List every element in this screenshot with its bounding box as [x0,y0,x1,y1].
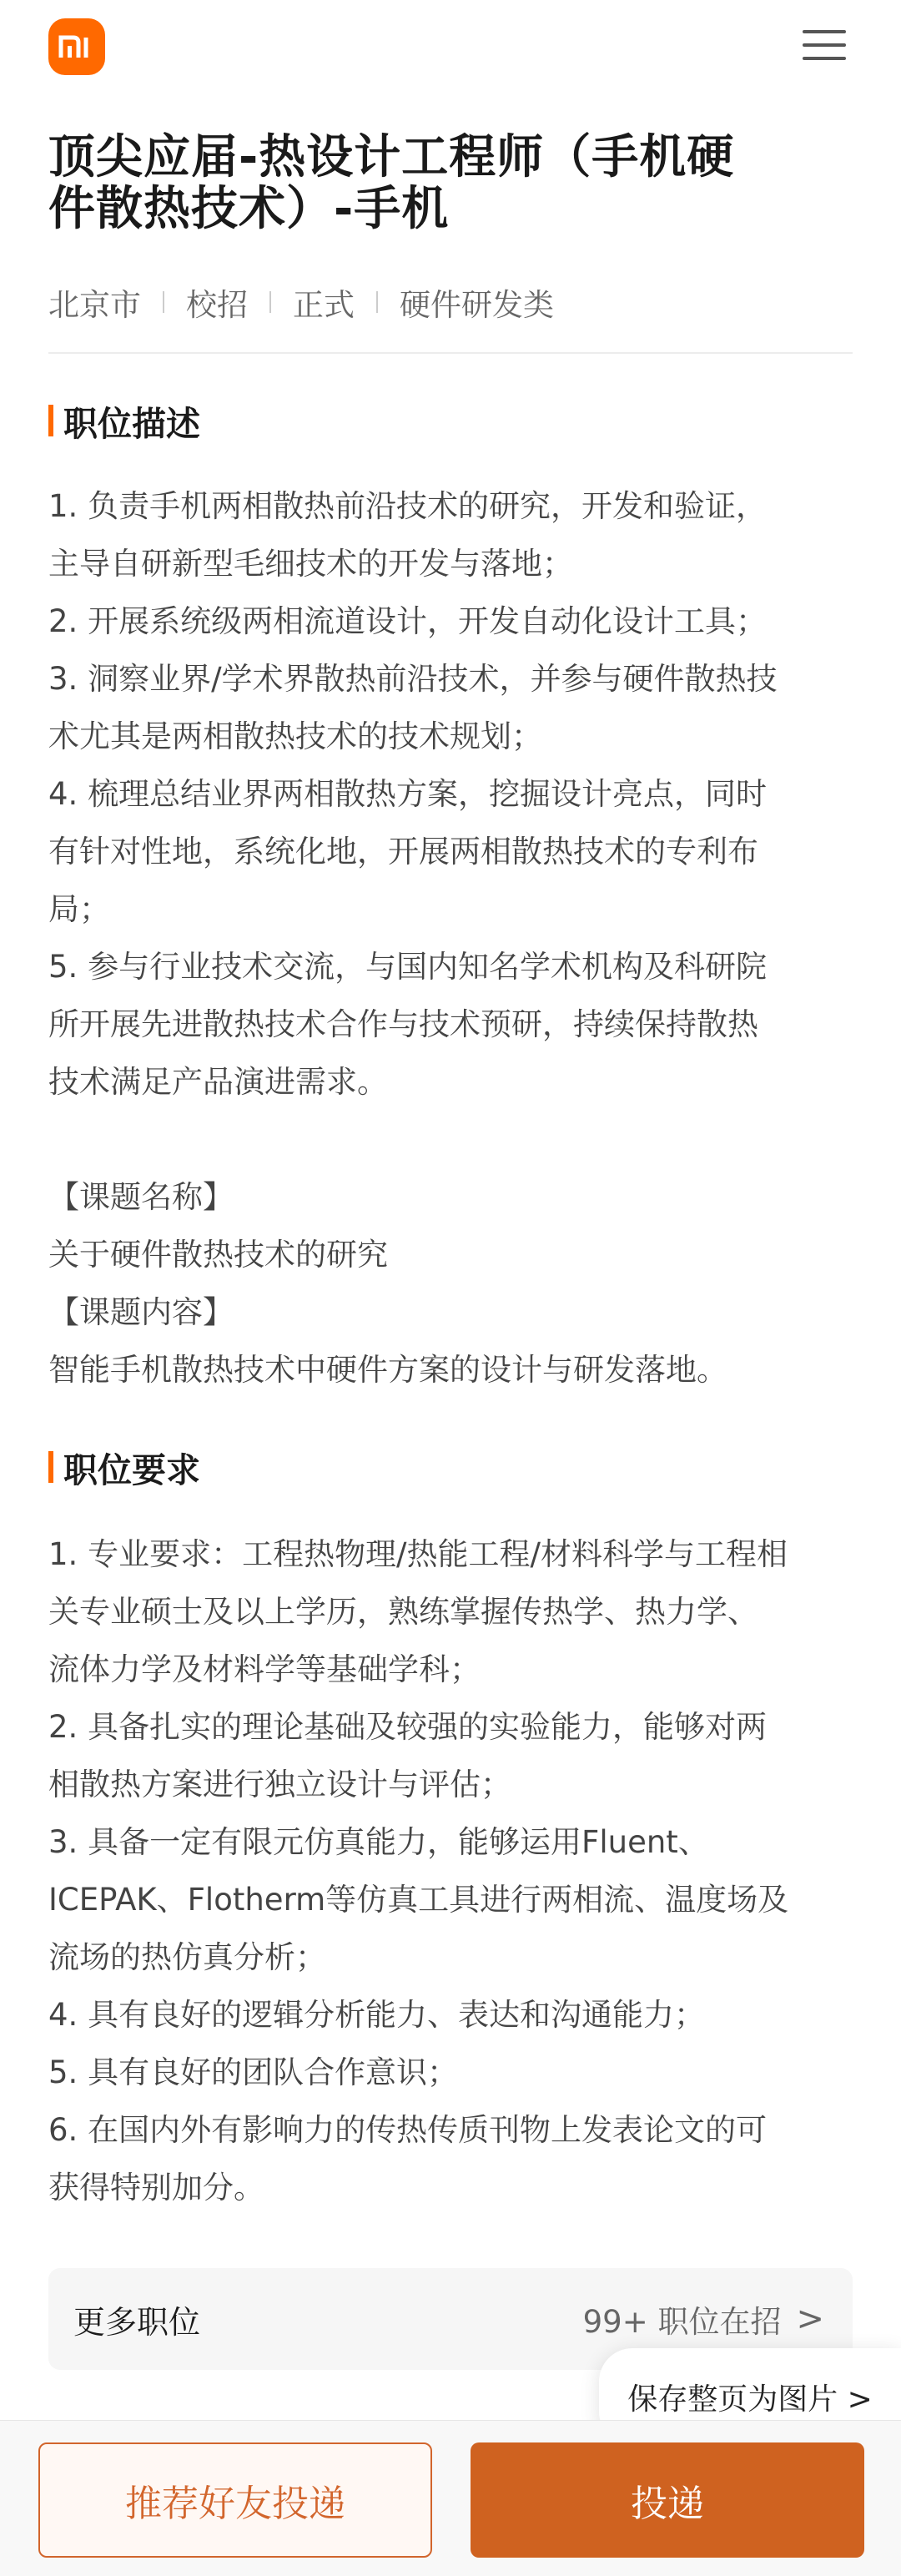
save-page-as-image-button[interactable]: 保存整页为图片 > [599,2348,901,2445]
description-line: 5. 参与行业技术交流，与国内知名学术机构及科研院 [48,949,768,985]
description-line: 智能手机散热技术中硬件方案的设计与研发落地。 [48,1352,727,1388]
job-meta [48,279,849,325]
description-line: 4. 梳理总结业界两相散热方案，挖掘设计亮点，同时 [48,776,768,812]
description-line: 【课题内容】 [48,1294,234,1330]
job-title-line: 顶尖应届-热设计工程师（手机硬 [48,130,735,184]
requirement-line: ICEPAK、Flotherm等仿真工具进行两相流、温度场及 [48,1882,789,1918]
requirement-line: 相散热方案进行独立设计与评估； [48,1767,511,1802]
section-divider [48,352,853,354]
job-employment-type: 正式 [293,287,355,323]
requirement-line: 流体力学及材料学等基础学科； [48,1651,481,1687]
menu-line [803,43,846,47]
job-recruit-type: 校招 [186,287,248,323]
more-positions-count [583,2296,824,2342]
top-header [0,0,901,100]
description-line [48,1111,858,1168]
apply-button[interactable]: 投递 [471,2442,864,2558]
requirement-line: 关专业硕士及以上学历，熟练掌握传热学、热力学、 [48,1594,758,1630]
requirements-body [48,1525,858,2216]
meta-divider [163,291,164,313]
meta-divider [376,291,378,313]
description-body [48,477,858,1399]
description-line: 主导自研新型毛细技术的开发与落地； [48,546,573,582]
description-line: 所开展先进散热技术合作与技术预研，持续保持散热 [48,1006,758,1042]
xiaomi-logo-icon[interactable] [48,18,105,75]
description-line: 局； [48,891,110,927]
job-title [48,132,849,235]
job-title-line: 件散热技术）-手机 [48,182,450,236]
description-heading-text: 职位描述 [63,403,200,444]
refer-friend-button[interactable]: 推荐好友投递 [38,2442,432,2558]
description-line: 技术满足产品演进需求。 [48,1064,388,1100]
requirements-heading [48,1444,849,1490]
requirement-line: 6. 在国内外有影响力的传热传质刊物上发表论文的可 [48,2112,768,2148]
job-location: 北京市 [48,287,141,323]
menu-line [803,57,846,60]
heading-accent-bar [48,1451,53,1483]
description-line: 【课题名称】 [48,1179,234,1215]
open-positions-count: 99+ 职位在招 [582,2304,782,2340]
description-heading [48,397,849,444]
requirement-line: 2. 具备扎实的理论基础及较强的实验能力，能够对两 [48,1709,768,1745]
description-line: 关于硬件散热技术的研究 [48,1237,388,1273]
description-line: 2. 开展系统级两相流道设计，开发自动化设计工具； [48,603,768,639]
description-line: 术尤其是两相散热技术的技术规划； [48,718,542,754]
description-line: 1. 负责手机两相散热前沿技术的研究，开发和验证， [48,488,768,524]
heading-accent-bar [48,405,53,436]
hamburger-menu-icon[interactable] [801,27,848,63]
job-category: 硬件研发类 [400,287,554,323]
requirement-line: 4. 具有良好的逻辑分析能力、表达和沟通能力； [48,1997,706,2033]
mi-logo-mark [58,34,95,59]
description-line: 有针对性地，系统化地，开展两相散热技术的专利布 [48,834,758,870]
menu-line [803,30,846,33]
requirements-heading-text: 职位要求 [63,1449,200,1490]
chevron-right-icon: > [796,2300,824,2338]
requirement-line: 获得特别加分。 [48,2170,264,2205]
requirement-line: 3. 具备一定有限元仿真能力，能够运用Fluent、 [48,1824,709,1860]
bottom-action-bar [0,2420,901,2576]
requirement-line: 1. 专业要求：工程热物理/热能工程/材料科学与工程相 [48,1536,788,1572]
meta-divider [269,291,271,313]
more-positions-label: 更多职位 [73,2303,201,2341]
requirement-line: 5. 具有良好的团队合作意识； [48,2054,459,2090]
requirement-line: 流场的热仿真分析； [48,1939,326,1975]
description-line: 3. 洞察业界/学术界散热前沿技术，并参与硬件散热技 [48,661,778,697]
